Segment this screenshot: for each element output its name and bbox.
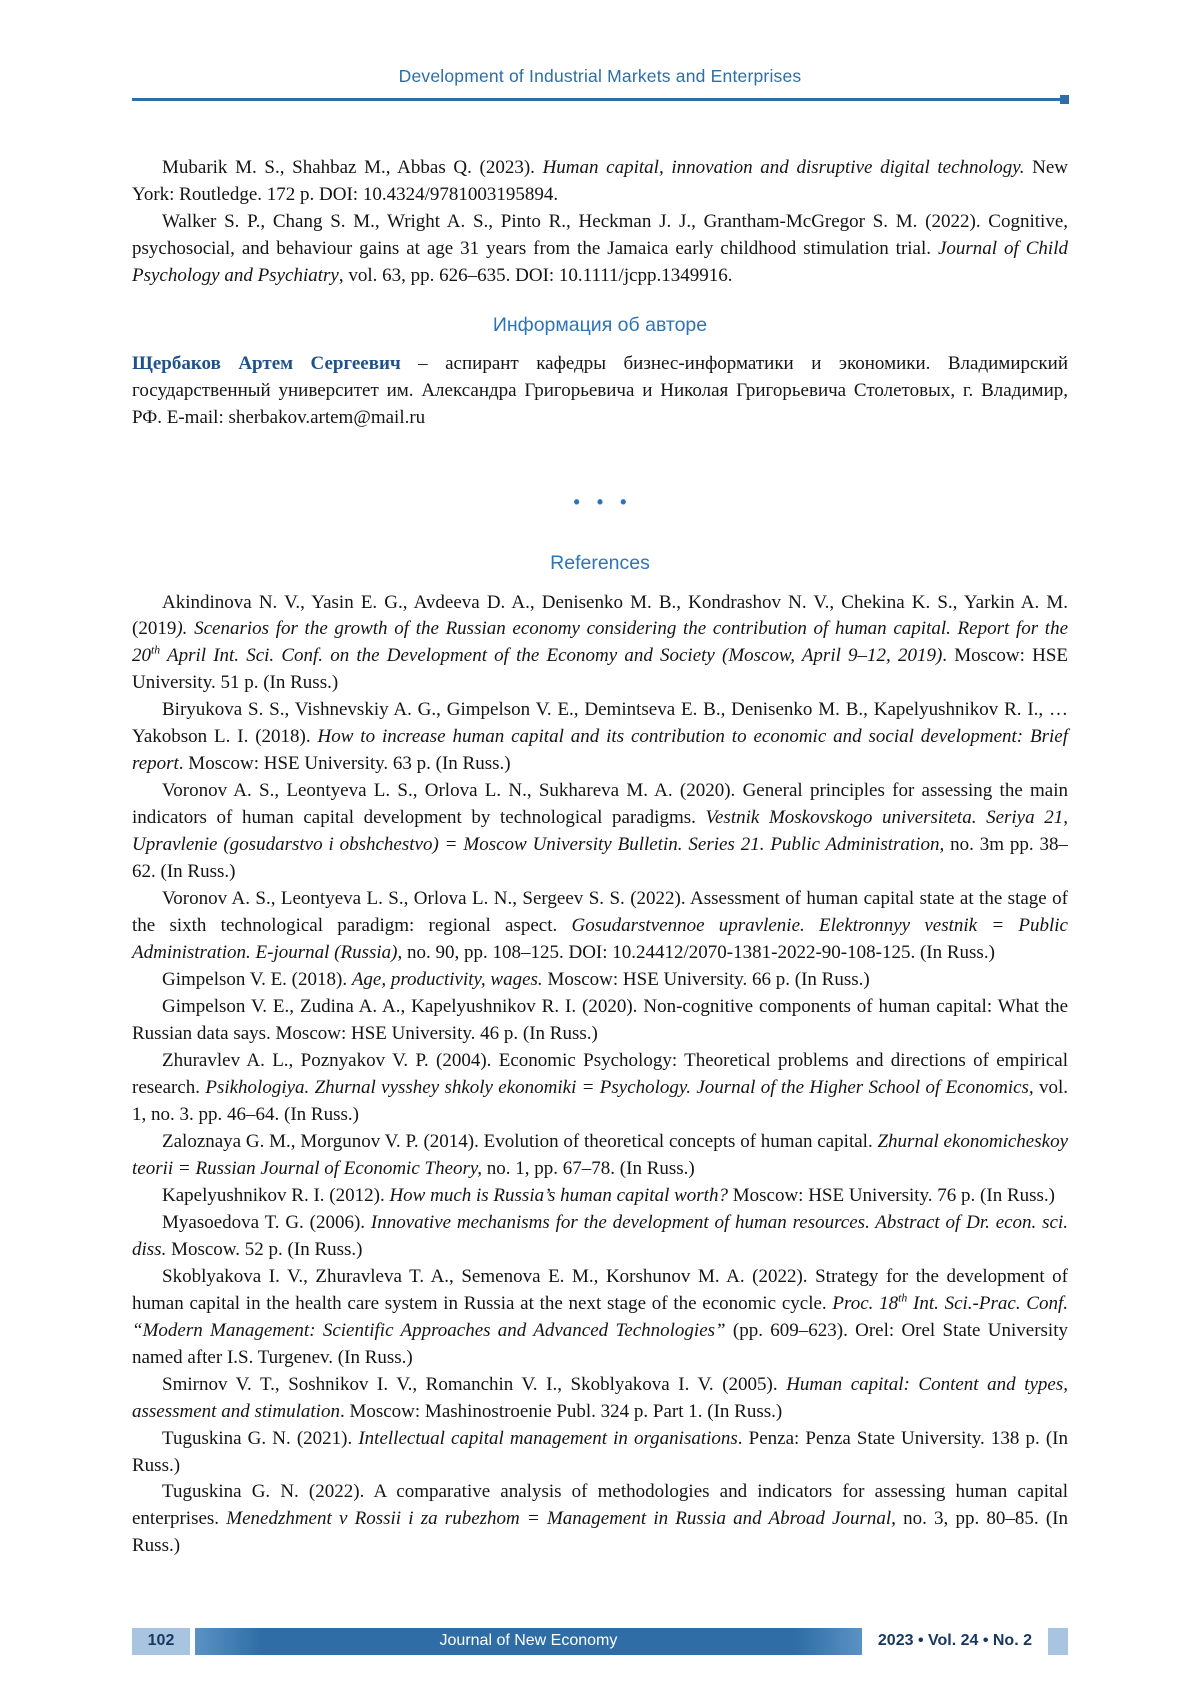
issue-info: 2023 • Vol. 24 • No. 2 <box>862 1628 1048 1655</box>
text-segment: Intellectual capital management in organisations <box>358 1427 738 1449</box>
text-segment: – аспирант кафедры бизнес-информатики и экономики. Владимирский государственный университет им. Александра Григорьевича и Николая Григорьевича Столетовых, г. Владимир, РФ. E-mail: sherbakov.artem@mail.ru <box>132 353 1068 429</box>
text-segment: Journal of Child Psychology and Psychiatry <box>132 237 1068 286</box>
text-segment: Mubarik M. S., Shahbaz M., Abbas Q. (2023). <box>162 156 543 178</box>
text-segment: Biryukova S. S., Vishnevskiy A. G., Gimpelson V. E., Demintseva E. B., Denisenko M. B., Kapelyushnikov R. I., … Yakobson L. I. (2018). <box>132 699 1068 748</box>
text-segment: Int. Sci.-Prac. Conf. “Modern Management: Scientific Approaches and Advanced Technologies” <box>132 1292 1068 1341</box>
text-segment: . Moscow: HSE University. 51 p. (In Russ.) <box>132 645 1068 694</box>
reference-item <box>132 1048 1068 1129</box>
text-segment: th <box>898 1291 908 1305</box>
text-segment: th <box>151 644 161 658</box>
reference-item <box>132 967 1068 994</box>
text-segment: . Penza: Penza State University. 138 p. (In Russ.) <box>132 1427 1068 1476</box>
text-segment: How to increase human capital and its contribution to economic and social development: Brief report <box>132 726 1068 775</box>
header-rule <box>132 98 1068 101</box>
text-segment: Zhurnal ekonomicheskoy teorii = Russian Journal of Economic Theory, <box>132 1130 1069 1179</box>
author-info-paragraph <box>132 351 1068 432</box>
text-segment: Proc. 18 <box>832 1292 899 1314</box>
text-segment: Voronov A. S., Leontyeva L. S., Orlova L. N., Sukhareva M. A. (2020). General principles for assessing the main indicators of human capital development by technological paradigms. <box>132 780 1068 829</box>
text-segment: Human capital: Content and types, assessment and stimulation <box>132 1373 1069 1422</box>
bibliography-entry <box>132 155 1068 209</box>
reference-item <box>132 1129 1068 1183</box>
reference-item <box>132 778 1068 886</box>
reference-item <box>132 1372 1068 1426</box>
section-separator: • • • <box>573 492 633 513</box>
text-segment: no. 3m pp. 38–62. (In Russ.) <box>132 834 1069 883</box>
text-segment: Innovative mechanisms for the development of human resources. Abstract of Dr. econ. sci. diss. <box>132 1211 1068 1260</box>
text-segment: Tuguskina G. N. (2022). A comparative analysis of methodologies and indicators for assessing human capital enterprises. <box>132 1481 1068 1530</box>
text-segment: Kapelyushnikov R. I. (2012). <box>162 1184 390 1206</box>
text-segment: Zaloznaya G. M., Morgunov V. P. (2014). Evolution of theoretical concepts of human capital. <box>162 1130 878 1152</box>
text-segment: Myasoedova T. G. (2006). <box>162 1211 371 1233</box>
text-segment: April Int. Sci. Conf. on the Development of the Economy and Society (Moscow, April 9–12, 2019) <box>160 645 943 667</box>
reference-item <box>132 590 1068 698</box>
text-segment: (pp. 609–623). Orel: Orel State University named after I.S. Turgenev. (In Russ.) <box>132 1319 1068 1368</box>
running-head-title: Development of Industrial Markets and Enterprises <box>398 66 802 86</box>
text-segment: . Moscow: Mashinostroenie Publ. 324 p. Part 1. (In Russ.) <box>339 1400 783 1422</box>
footer-end-square-icon <box>1048 1628 1068 1655</box>
author-info-heading: Информация об авторе <box>492 313 708 336</box>
text-segment: Human capital, innovation and disruptive digital technology. <box>542 156 1025 178</box>
text-segment: Gosudarstvennoe upravlenie. Elektronnyy vestnik = Public Administration. E-journal (Russia) <box>132 915 1068 964</box>
reference-item <box>132 697 1068 778</box>
page-number: 102 <box>132 1628 190 1655</box>
journal-name-bar: Journal of New Economy <box>195 1628 862 1655</box>
text-segment: Gimpelson V. E. (2018). <box>162 969 352 991</box>
text-segment: , vol. 63, pp. 626–635. DOI: 10.1111/jcpp.1349916. <box>338 264 733 286</box>
text-segment: Skoblyakova I. V., Zhuravleva T. A., Semenova E. M., Korshunov M. A. (2022). Strategy for the development of human capital in the health care system in Russia at the next stage of the economic cycle. <box>132 1265 1068 1314</box>
reference-item <box>132 1183 1068 1210</box>
page-content <box>132 155 1068 1561</box>
page-footer <box>132 1628 1068 1655</box>
text-segment: New York: Routledge. 172 p. DOI: 10.4324/9781003195894. <box>132 156 1068 205</box>
text-segment: Vestnik Moskovskogo universiteta. Seriya 21, Upravlenie (gosudarstvo i obshchestvo) = Moscow University Bulletin. Series 21. Public Administration, <box>132 807 1068 856</box>
text-segment: . Moscow: HSE University. 63 p. (In Russ.) <box>178 753 511 775</box>
text-segment: Zhuravlev A. L., Poznyakov V. P. (2004). Economic Psychology: Theoretical problems and directions of empirical research. <box>132 1049 1068 1098</box>
text-segment: Age, productivity, wages. <box>351 969 543 991</box>
reference-item <box>132 994 1068 1048</box>
text-segment: Smirnov V. T., Soshnikov I. V., Romanchin V. I., Skoblyakova I. V. (2005). <box>162 1373 787 1395</box>
text-segment: ). Scenarios for the growth of the Russian economy considering the contribution of human capital. Report for the 20 <box>132 618 1068 667</box>
text-segment: Menedzhment v Rossii i za rubezhom = Management in Russia and Abroad Journal, <box>226 1508 896 1530</box>
text-segment: Gimpelson V. E., Zudina A. A., Kapelyushnikov R. I. (2020). Non-cognitive components of human capital: What the Russian data says. Moscow: HSE University. 46 p. (In Russ.) <box>132 996 1068 1045</box>
text-segment: Tuguskina G. N. (2021). <box>162 1427 359 1449</box>
reference-item <box>132 1426 1068 1480</box>
reference-item <box>132 1479 1068 1560</box>
text-segment: Walker S. P., Chang S. M., Wright A. S., Pinto R., Heckman J. J., Grantham-McGregor S. M. (2022). Cognitive, psychosocial, and behaviour gains at age 31 years from the Jamaica early childhood stimulation trial. <box>132 210 1068 259</box>
text-segment: Moscow: HSE University. 66 p. (In Russ.) <box>542 969 870 991</box>
text-segment: Akindinova N. V., Yasin E. G., Avdeeva D. A., Denisenko M. B., Kondrashov N. V., Chekina K. S., Yarkin A. M. (2019 <box>132 591 1068 640</box>
reference-item <box>132 1210 1068 1264</box>
text-segment: How much is Russia’s human capital worth? <box>389 1184 728 1206</box>
header-end-square-icon <box>1060 95 1069 104</box>
text-segment: , no. 90, pp. 108–125. DOI: 10.24412/2070-1381-2022-90-108-125. (In Russ.) <box>397 942 995 964</box>
text-segment: no. 3, pp. 80–85. (In Russ.) <box>132 1508 1068 1557</box>
reference-item <box>132 886 1068 967</box>
bibliography-entry <box>132 209 1068 290</box>
text-segment: Moscow: HSE University. 76 p. (In Russ.) <box>727 1184 1056 1206</box>
text-segment: Psikhologiya. Zhurnal vysshey shkoly ekonomiki = Psychology. Journal of the Higher School of Economics, <box>205 1076 1034 1098</box>
page-header <box>132 64 1068 155</box>
text-segment: Moscow. 52 p. (In Russ.) <box>166 1238 363 1260</box>
text-segment: Щербаков Артем Сергеевич <box>132 353 401 375</box>
text-segment: Voronov A. S., Leontyeva L. S., Orlova L. N., Sergeev S. S. (2022). Assessment of human capital state at the stage of the sixth technological paradigm: regional aspect. <box>132 888 1068 937</box>
text-segment: no. 1, pp. 67–78. (In Russ.) <box>482 1157 695 1179</box>
reference-item <box>132 1264 1068 1372</box>
text-segment: vol. 1, no. 3. pp. 46–64. (In Russ.) <box>132 1076 1069 1125</box>
references-heading: References <box>550 551 650 574</box>
